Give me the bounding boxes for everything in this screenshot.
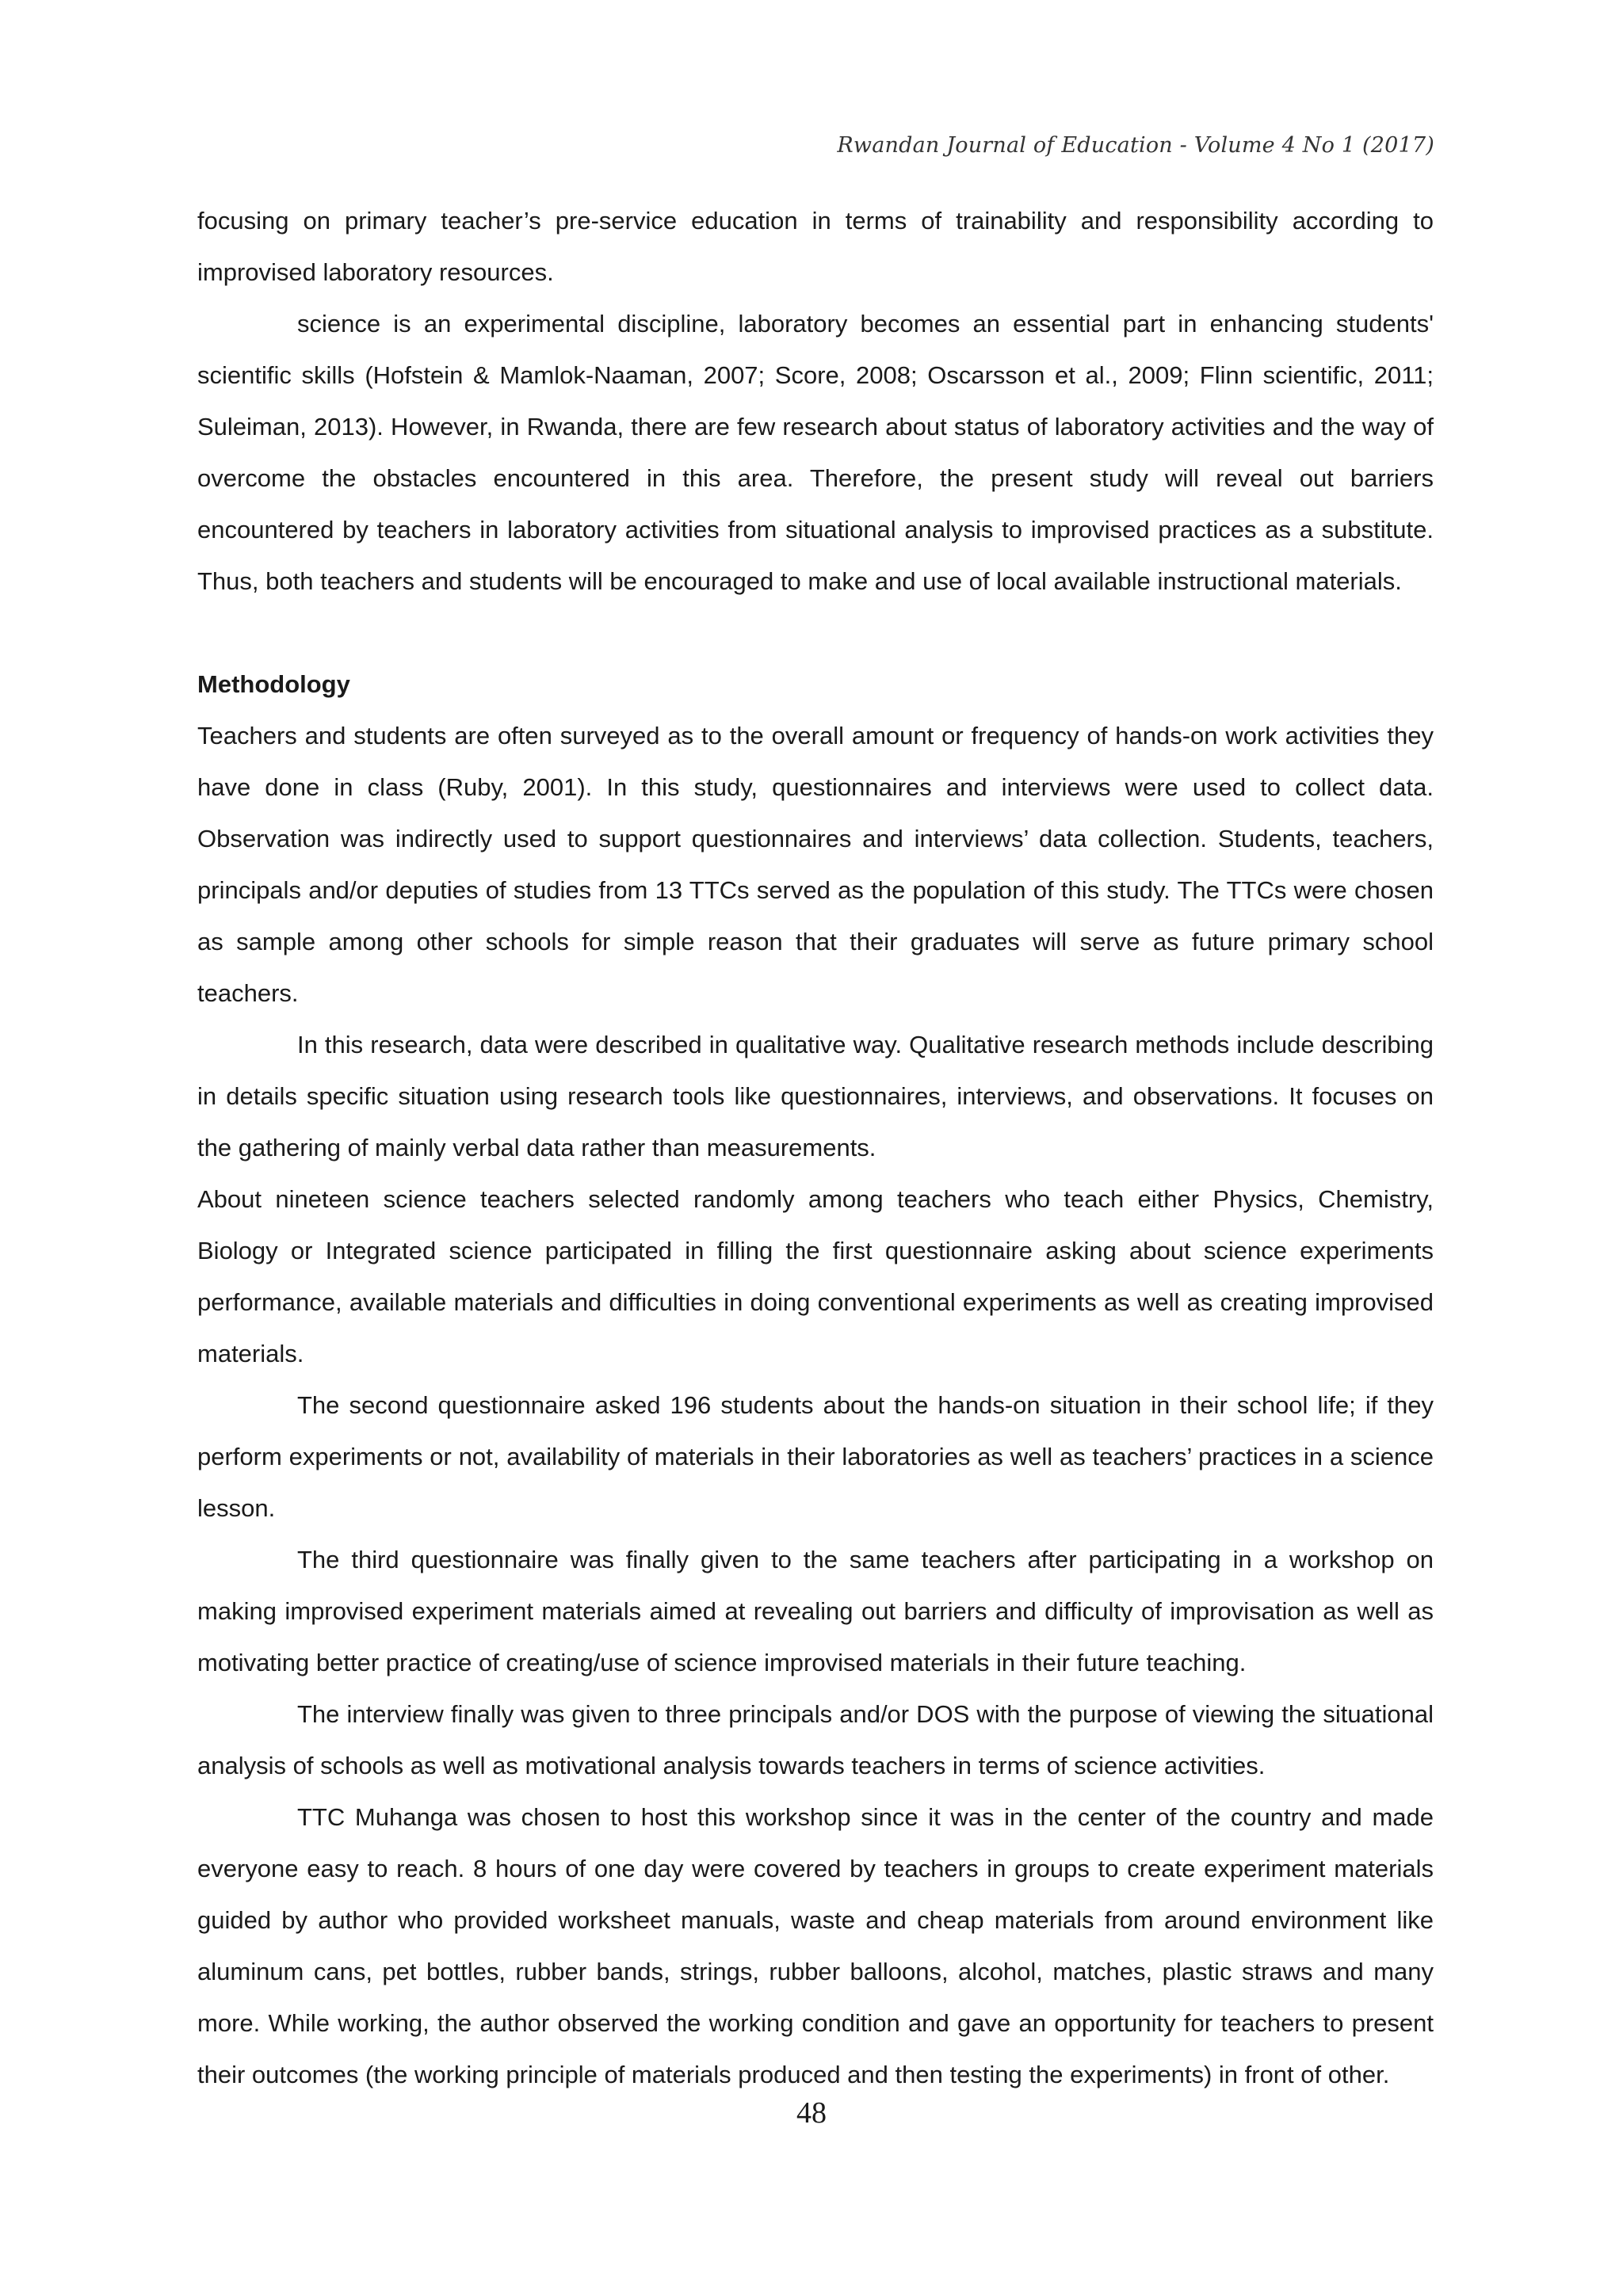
paragraph-laboratory-importance: science is an experimental discipline, laboratory becomes an essential part in enhancing students' scientific skills (Hofstein & Mamlok-Naaman, 2007; Score, 2008; Oscarsson et al., 2009; Flinn scientific, 2011; Suleiman, 2013). However, in Rwanda, there are few research about status of laboratory activities and the way of overcome the obstacles encountered in this area. Therefore, the present study will reveal out barriers encountered by teachers in laboratory activities from situational analysis to improvised practices as a substitute. Thus, both teachers and students will be encouraged to make and use of local available instructional materials.	[197, 310, 1434, 595]
section-heading-methodology: Methodology	[197, 670, 350, 698]
body-text	[197, 195, 1434, 2100]
section-spacer	[197, 607, 1434, 658]
paragraph-workshop: TTC Muhanga was chosen to host this workshop since it was in the center of the country and made everyone easy to reach. 8 hours of one day were covered by teachers in groups to create experiment materials guided by author who provided worksheet manuals, waste and cheap materials from around environment like aluminum cans, pet bottles, rubber bands, strings, rubber balloons, alcohol, matches, plastic straws and many more. While working, the author observed the working condition and gave an opportunity for teachers to present their outcomes (the working principle of materials produced and then testing the experiments) in front of other.	[197, 1803, 1434, 2088]
running-header: Rwandan Journal of Education - Volume 4 No 1 (2017)	[837, 133, 1434, 158]
paragraph-first-questionnaire: About nineteen science teachers selected randomly among teachers who teach either Physics, Chemistry, Biology or Integrated science participated in filling the first questionnaire asking about science experiments performance, available materials and difficulties in doing conventional experiments as well as creating improvised materials.	[197, 1185, 1434, 1367]
paragraph-qualitative-methods: In this research, data were described in qualitative way. Qualitative research methods include describing in details specific situation using research tools like questionnaires, interviews, and observations. It focuses on the gathering of mainly verbal data rather than measurements.	[197, 1031, 1434, 1161]
page-number: 48	[796, 2096, 827, 2130]
paragraph-continuation: focusing on primary teacher’s pre-service education in terms of trainability and responsibility according to improvised laboratory resources.	[197, 207, 1434, 286]
paragraph-third-questionnaire: The third questionnaire was finally given to the same teachers after participating in a workshop on making improvised experiment materials aimed at revealing out barriers and difficulty of improvisation as well as motivating better practice of creating/use of science improvised materials in their future teaching.	[197, 1546, 1434, 1676]
paragraph-interview: The interview finally was given to three principals and/or DOS with the purpose of viewing the situational analysis of schools as well as motivational analysis towards teachers in terms of science activities.	[197, 1700, 1434, 1779]
paragraph-methodology-intro: Teachers and students are often surveyed as to the overall amount or frequency of hands-on work activities they have done in class (Ruby, 2001). In this study, questionnaires and interviews were used to collect data. Observation was indirectly used to support questionnaires and interviews’ data collection. Students, teachers, principals and/or deputies of studies from 13 TTCs served as the population of this study. The TTCs were chosen as sample among other schools for simple reason that their graduates will serve as future primary school teachers.	[197, 722, 1434, 1007]
paragraph-second-questionnaire: The second questionnaire asked 196 students about the hands-on situation in their school life; if they perform experiments or not, availability of materials in their laboratories as well as teachers’ practices in a science lesson.	[197, 1391, 1434, 1522]
